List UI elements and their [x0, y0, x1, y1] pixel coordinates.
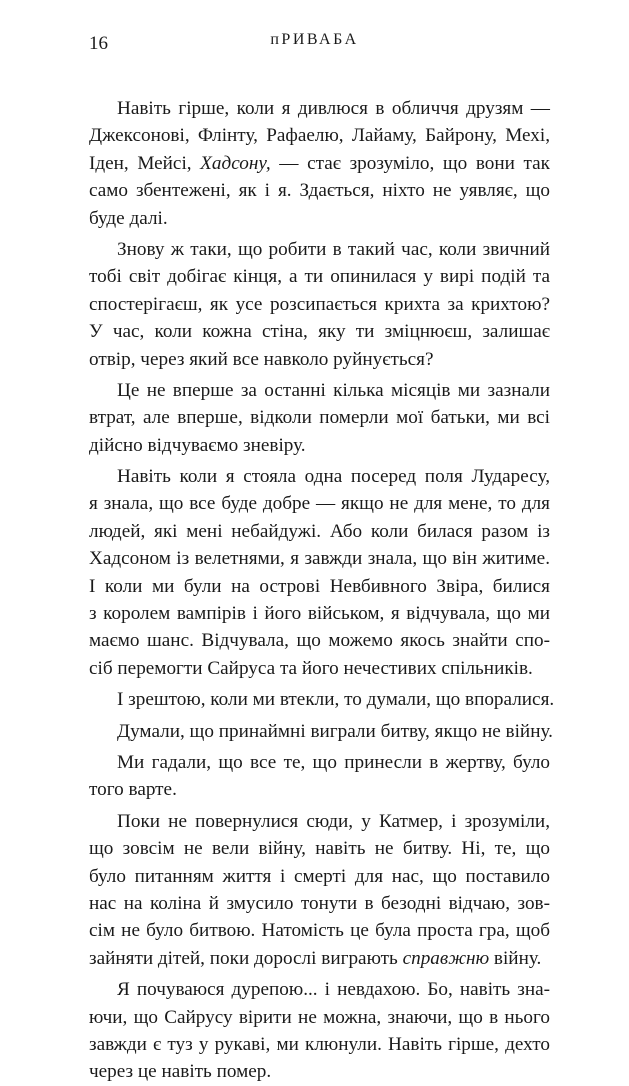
- text-line: Ми гадали, що все те, що принесли в жертву, було: [117, 751, 550, 773]
- text-line: буде далі.: [89, 207, 168, 229]
- text-line: Думали, що принаймні виграли битву, якщо не війну.: [117, 720, 553, 742]
- text-line: У час, коли кожна стіна, яку ти зміцнюєш, залишає: [89, 321, 550, 343]
- page-number: 16: [89, 33, 108, 54]
- text-line: що зовсім не вели війну, навіть не битву. Ні, те, що: [89, 838, 550, 860]
- paragraph: [89, 95, 550, 232]
- text-line: І коли ми були на острові Невбивного Звіра, билися: [89, 575, 550, 597]
- text-run: зайняти дітей, поки дорослі виграють: [89, 947, 403, 969]
- text-line: нас на коліна й змусило тонути в безодні відчаю, зов-: [89, 892, 550, 914]
- text-line: Навіть коли я стояла одна посеред поля Лударесу,: [117, 466, 550, 488]
- text-line: Поки не повернулися сюди, у Катмер, і зрозуміли,: [117, 810, 550, 832]
- text-line: дійсно відчуваємо зневіру.: [89, 434, 306, 456]
- paragraph: [89, 718, 553, 745]
- text-line: ючи, що Сайрусу вірити не можна, знаючи, що в нього: [89, 1006, 550, 1028]
- text-line: сіб перемогти Сайруса та його нечестивих спільників.: [89, 657, 533, 679]
- text-line: того варте.: [89, 779, 177, 801]
- text-line: завжди є туз у рукаві, ми клюнули. Навіть гірше, дехто: [89, 1033, 550, 1055]
- text-line: маємо шанс. Відчувала, що можемо якось знайти спо-: [89, 630, 550, 652]
- paragraph: [89, 976, 550, 1086]
- text-line: І зрештою, коли ми втекли, то думали, що впоралися.: [117, 689, 555, 711]
- text-run: війну.: [489, 947, 542, 969]
- paragraph: [89, 808, 550, 972]
- text-line: втрат, але вперше, відколи померли мої батьки, ми всі: [89, 407, 550, 429]
- text-line: тобі світ добігає кінця, а ти опинилася у вирі подій та: [89, 266, 550, 288]
- text-line: було питанням життя і смерті для нас, що поставило: [89, 865, 550, 887]
- paragraph: [89, 377, 550, 459]
- paragraph: [89, 749, 550, 804]
- text-line: Знову ж таки, що робити в такий час, коли звичний: [117, 238, 550, 260]
- text-line: Хадсоном із велетнями, я завжди знала, що він житиме.: [89, 548, 550, 570]
- text-line: [89, 945, 550, 972]
- text-line: сім не було битвою. Натомість це була проста гра, щоб: [89, 920, 550, 942]
- text-line: Це не вперше за останні кілька місяців ми зазнали: [117, 379, 550, 401]
- paragraph: [89, 463, 550, 682]
- text-line: Навіть гірше, коли я дивлюся в обличчя друзям —: [117, 98, 550, 119]
- body-text: [89, 95, 555, 1086]
- paragraph: [89, 686, 555, 713]
- text-line: людей, які мені небайдужі. Або коли билася разом із: [89, 520, 550, 542]
- text-run: — стає зрозуміло, що вони так: [270, 152, 550, 174]
- text-line: отвір, через який все навколо руйнується?: [89, 348, 434, 370]
- text-line: Джексонові, Флінту, Рафаелю, Лайаму, Байрону, Мехі,: [89, 125, 550, 147]
- emphasis-text: справжню: [402, 947, 490, 969]
- paragraph: [89, 236, 550, 373]
- text-line: [89, 150, 550, 177]
- text-line: я знала, що все буде добре — якщо не для мене, то для: [89, 493, 550, 515]
- text-run: Іден, Мейсі,: [89, 152, 201, 174]
- text-line: з королем вампірів і його військом, я відчувала, що ми: [89, 603, 550, 625]
- emphasis-text: Хадсону,: [200, 152, 271, 174]
- text-line: Я почуваюся дурепою... і невдахою. Бо, навіть зна-: [117, 979, 550, 1001]
- text-line: спостерігаєш, як усе розсипається крихта за крихтою?: [89, 293, 550, 315]
- text-line: само збентежені, як і я. Здається, ніхто не уявляє, що: [89, 180, 550, 202]
- running-title: пРИВАБА: [270, 31, 359, 48]
- text-line: через це навіть помер.: [89, 1061, 272, 1083]
